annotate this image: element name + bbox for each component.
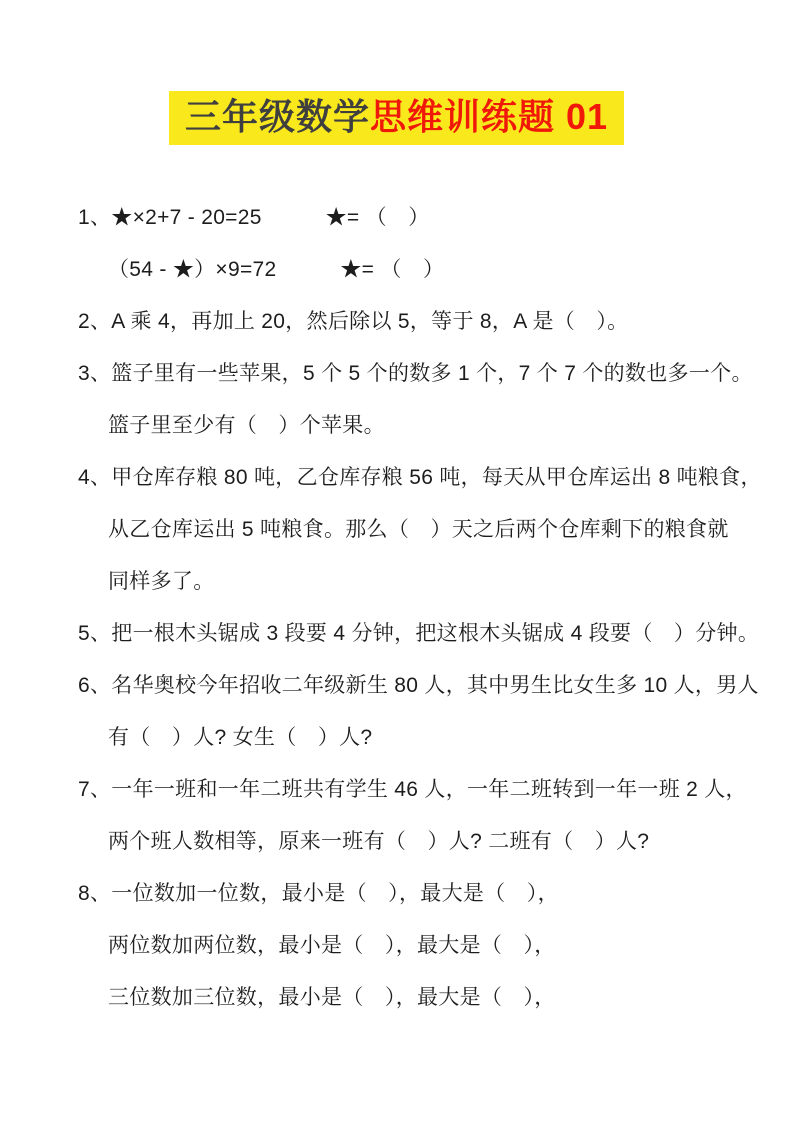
problem-4-line-2: 从乙仓库运出 5 吨粮食。那么（ ）天之后两个仓库剩下的粮食就: [108, 518, 729, 541]
problem-3-line-1: 3、篮子里有一些苹果，5 个 5 个的数多 1 个，7 个 7 个的数也多一个。: [78, 362, 753, 385]
title-topic-part: 思维训练题 01: [369, 96, 609, 137]
problem-8-line-2: 两位数加两位数，最小是（ ），最大是（ ），: [108, 934, 556, 957]
problem-8-line-1: 8、一位数加一位数，最小是（ ），最大是（ ），: [78, 882, 559, 905]
problem-1-line-2: （54 - ★）×9=72 ★= （ ）: [108, 258, 445, 281]
problem-7-line-2: 两个班人数相等，原来一班有（ ）人? 二班有（ ）人?: [108, 830, 650, 853]
problem-list: [0, 192, 793, 1024]
title-row: [0, 0, 793, 145]
problem-3-line-2: 篮子里至少有（ ）个苹果。: [108, 414, 385, 437]
title-highlight: [169, 91, 624, 145]
problem-6-line-2: 有（ ）人? 女生（ ）人?: [108, 726, 373, 749]
problem-4-line-3: 同样多了。: [108, 570, 215, 593]
problem-7-line-1: 7、一年一班和一年二班共有学生 46 人，一年二班转到一年一班 2 人，: [78, 778, 747, 801]
title-grade-part: 三年级数学: [184, 96, 370, 137]
problem-2-line-1: 2、A 乘 4，再加上 20，然后除以 5，等于 8，A 是（ ）。: [78, 310, 629, 333]
problem-1-line-1: 1、★×2+7 - 20=25 ★= （ ）: [78, 206, 430, 229]
problem-8-line-3: 三位数加三位数，最小是（ ），最大是（ ），: [108, 986, 556, 1009]
problem-4-line-1: 4、甲仓库存粮 80 吨，乙仓库存粮 56 吨，每天从甲仓库运出 8 吨粮食，: [78, 466, 762, 489]
problem-6-line-1: 6、名华奥校今年招收二年级新生 80 人，其中男生比女生多 10 人，男人: [78, 674, 759, 697]
problem-5-line-1: 5、把一根木头锯成 3 段要 4 分钟，把这根木头锯成 4 段要（ ）分钟。: [78, 622, 760, 645]
